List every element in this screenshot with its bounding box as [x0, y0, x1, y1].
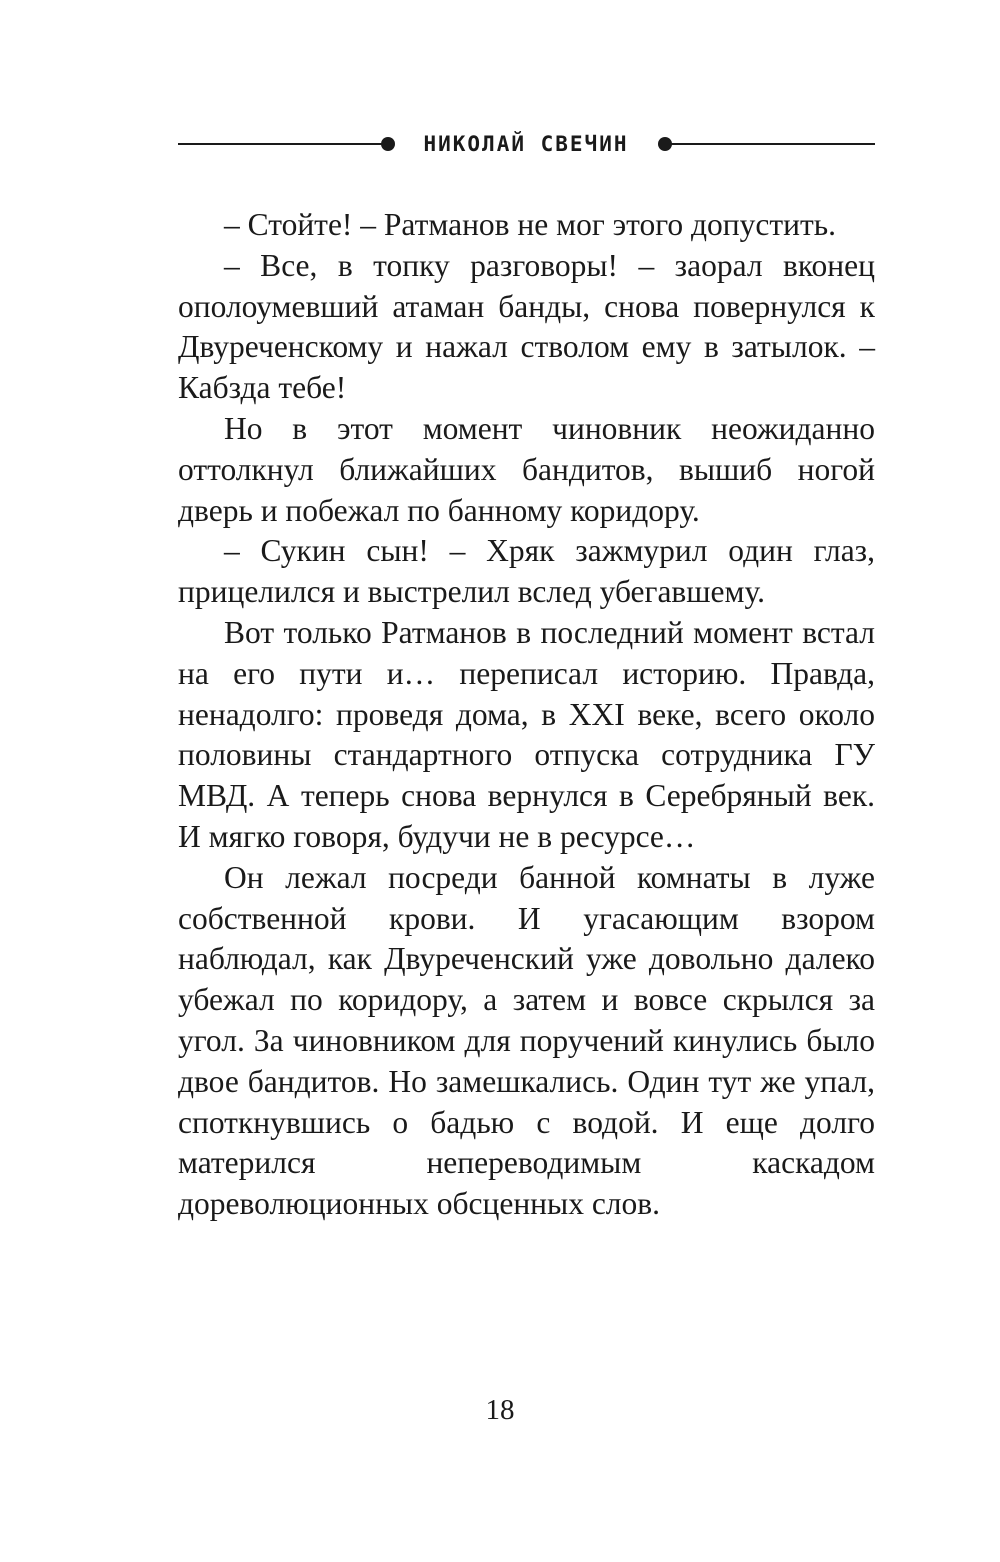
running-header	[178, 126, 875, 162]
header-rule-left	[178, 143, 384, 145]
paragraph: – Сукин сын! – Хряк зажмурил один глаз, прицелился и выстрелил вслед убегавшему.	[178, 533, 875, 610]
author-name: НИКОЛАЙ СВЕЧИН	[423, 132, 629, 156]
paragraph: Но в этот момент чиновник неожиданно оттолкнул ближайших бандитов, вышиб ногой дверь и побежал по банному коридору.	[178, 410, 875, 528]
header-rule-right	[669, 143, 875, 145]
body-text	[178, 205, 875, 1225]
paragraph: – Стойте! – Ратманов не мог этого допустить.	[224, 207, 836, 242]
page-number: 18	[485, 1394, 515, 1426]
paragraph: Вот только Ратманов в последний момент встал на его пути и… переписал историю. Правда, ненадолго: проведя дома, в XXI веке, всего около половины стандартного отпуска сотрудника ГУ МВД. А теперь снова вернулся в Серебряный век. И мягко говоря, будучи не в ресурсе…	[178, 614, 875, 854]
header-dot-left-icon	[381, 137, 395, 151]
paragraph: Он лежал посреди банной комнаты в луже собственной крови. И угасающим взором наблюдал, как Двуреченский уже довольно далеко убежал по коридору, а затем и вовсе скрылся за угол. За чиновником для поручений кинулись было двое бандитов. Но замешкались. Один тут же упал, споткнувшись о бадью с водой. И еще долго матерился непереводимым каскадом дореволюционных обсценных слов.	[178, 859, 875, 1222]
paragraph: – Все, в топку разговоры! – заорал вконец ополоумевший атаман банды, снова повернулся к Двуреченскому и нажал стволом ему в затылок. – Кабзда тебе!	[178, 247, 875, 406]
